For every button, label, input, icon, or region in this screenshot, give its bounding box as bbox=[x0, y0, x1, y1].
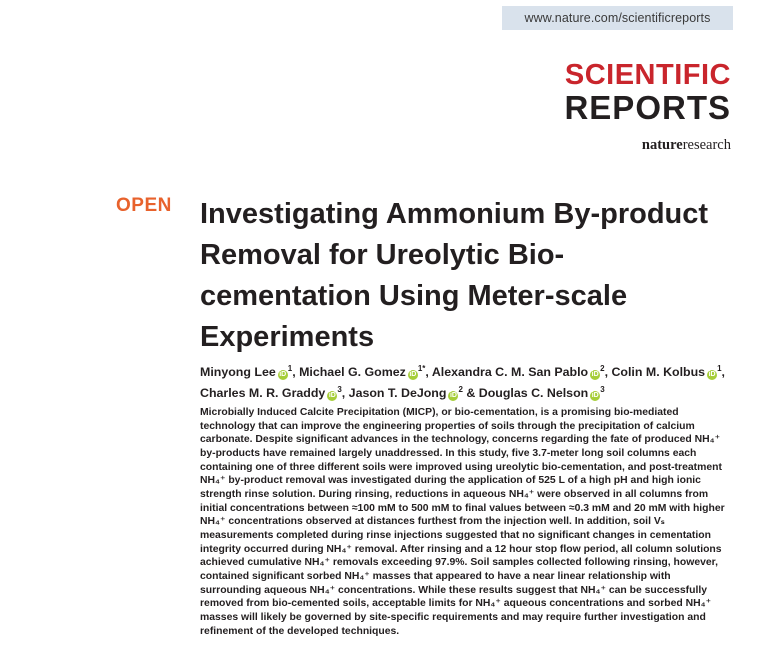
publisher-name-rest: research bbox=[682, 137, 731, 153]
author-name[interactable]: Charles M. R. Graddy bbox=[200, 386, 326, 401]
author-name[interactable]: Jason T. DeJong bbox=[348, 386, 447, 401]
author-separator: , bbox=[604, 365, 612, 380]
author-affiliation: 1 bbox=[717, 364, 722, 373]
author-separator: , bbox=[292, 365, 300, 380]
journal-logo-reports: REPORTS bbox=[564, 89, 731, 126]
journal-logo-scientific: SCIENTIFIC bbox=[564, 59, 731, 91]
author-separator: , bbox=[721, 365, 725, 380]
author-name[interactable]: Alexandra C. M. San Pablo bbox=[431, 365, 589, 380]
author-affiliation: 2 bbox=[458, 385, 463, 395]
author-name[interactable]: Minyong Lee bbox=[200, 365, 276, 380]
author-name[interactable]: Douglas C. Nelson bbox=[478, 386, 589, 401]
author-name[interactable]: Colin M. Kolbus bbox=[611, 365, 706, 380]
author-affiliation: 3 bbox=[337, 385, 342, 395]
author-list bbox=[200, 360, 760, 402]
orcid-icon[interactable]: iD bbox=[708, 371, 716, 379]
orcid-icon[interactable]: iD bbox=[449, 392, 457, 400]
orcid-icon[interactable]: iD bbox=[591, 371, 599, 379]
abstract: Microbially Induced Calcite Precipitation (MICP), or bio-cementation, is a promising bio-mediated technology that can improve the engineering properties of soils through the precipitation of calcium carbonate. Despite significant advances in the technology, concerns regarding the fate of produced NH₄⁺ by-products have remained largely unaddressed. In this study, five 3.7-meter long soil columns each containing one of three different soils were improved using ureolytic bio-cementation, and post-treatment NH₄⁺ by-product removal was investigated during the application of 525 L of a high pH and high ionic strength rinse solution. During rinsing, reductions in aqueous NH₄⁺ were observed in all columns from initial concentrations between ≈100 mM to 500 mM to final values between ≈0.3 mM and 20 mM with higher NH₄⁺ concentrations observed at distances furthest from the injection well. In addition, soil Vₛ measurements completed during rinse injections suggested that no significant changes in cementation integrity occurred during NH₄⁺ removal. After rinsing and a 12 hour stop flow period, all column solutions achieved cumulative NH₄⁺ removals exceeding 97.9%. Soil samples collected following rinsing, however, contained significant sorbed NH₄⁺ masses that appeared to have a near linear relationship with surrounding aqueous NH₄⁺ concentrations. While these results suggest that NH₄⁺ can be successfully removed from bio-cemented soils, acceptable limits for NH₄⁺ aqueous concentrations and sorbed NH₄⁺ masses will likely be governed by site-specific requirements and may require further investigation and refinement of the developed techniques. bbox=[200, 407, 725, 637]
open-access-label: OPEN bbox=[116, 195, 172, 216]
orcid-icon[interactable]: iD bbox=[328, 392, 336, 400]
author-name[interactable]: Michael G. Gomez bbox=[299, 365, 406, 380]
orcid-icon[interactable]: iD bbox=[279, 371, 287, 379]
author-separator: , bbox=[425, 365, 432, 380]
author-separator: , bbox=[341, 386, 349, 401]
author-affiliation: 3 bbox=[600, 385, 605, 395]
author-affiliation: 1* bbox=[417, 364, 426, 373]
orcid-icon[interactable]: iD bbox=[409, 371, 417, 379]
orcid-icon[interactable]: iD bbox=[591, 392, 599, 400]
author-affiliation: 1 bbox=[287, 364, 293, 373]
author-separator: & bbox=[462, 386, 479, 401]
article-title: Investigating Ammonium By-product Removal for Ureolytic Bio-cementation Using Meter-scale Experiments bbox=[200, 198, 709, 353]
journal-url[interactable]: www.nature.com/scientificreports bbox=[502, 6, 733, 30]
publisher-name-bold: nature bbox=[641, 137, 683, 153]
publisher-logo bbox=[642, 136, 731, 154]
author-affiliation: 2 bbox=[600, 364, 605, 373]
